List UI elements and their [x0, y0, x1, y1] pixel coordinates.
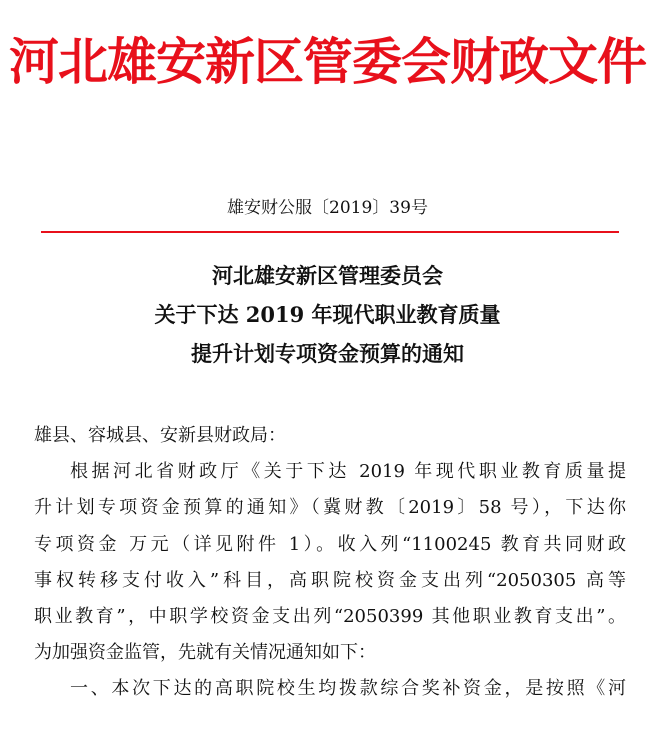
paragraph-line-1: 根据河北省财政厅《关于下达 2019 年现代职业教育质量提 [70, 461, 626, 483]
title-line-2: 关于下达 2019 年现代职业教育质量 [154, 302, 501, 327]
masthead-title: 河北雄安新区管委会财政文件 [9, 33, 646, 91]
paragraph-line-5: 职业教育”，中职学校资金支出列“2050399 其他职业教育支出”。 [34, 606, 626, 628]
paragraph-line-2: 升计划专项资金预算的通知》（冀财教〔2019〕58 号），下达你 [34, 497, 626, 519]
red-divider-rule [41, 231, 619, 233]
item-one-line: 一、本次下达的高职院校生均拨款综合奖补资金，是按照《河 [70, 678, 626, 700]
notice-title [0, 256, 655, 373]
title-line-3: 提升计划专项资金预算的通知 [191, 341, 464, 366]
paragraph-line-4: 事权转移支付收入”科目，高职院校资金支出列“2050305 高等 [34, 569, 626, 591]
paragraph-line-3: 专项资金 万元（详见附件 1）。收入列“1100245 教育共同财政 [34, 533, 626, 555]
salutation: 雄县、容城县、安新县财政局： [34, 425, 286, 446]
paragraph-line-6: 为加强资金监管，先就有关情况通知如下： [34, 642, 376, 664]
document-number: 雄安财公服〔2019〕39号 [227, 198, 428, 218]
notice-body [34, 418, 626, 708]
title-line-1: 河北雄安新区管理委员会 [212, 263, 443, 288]
